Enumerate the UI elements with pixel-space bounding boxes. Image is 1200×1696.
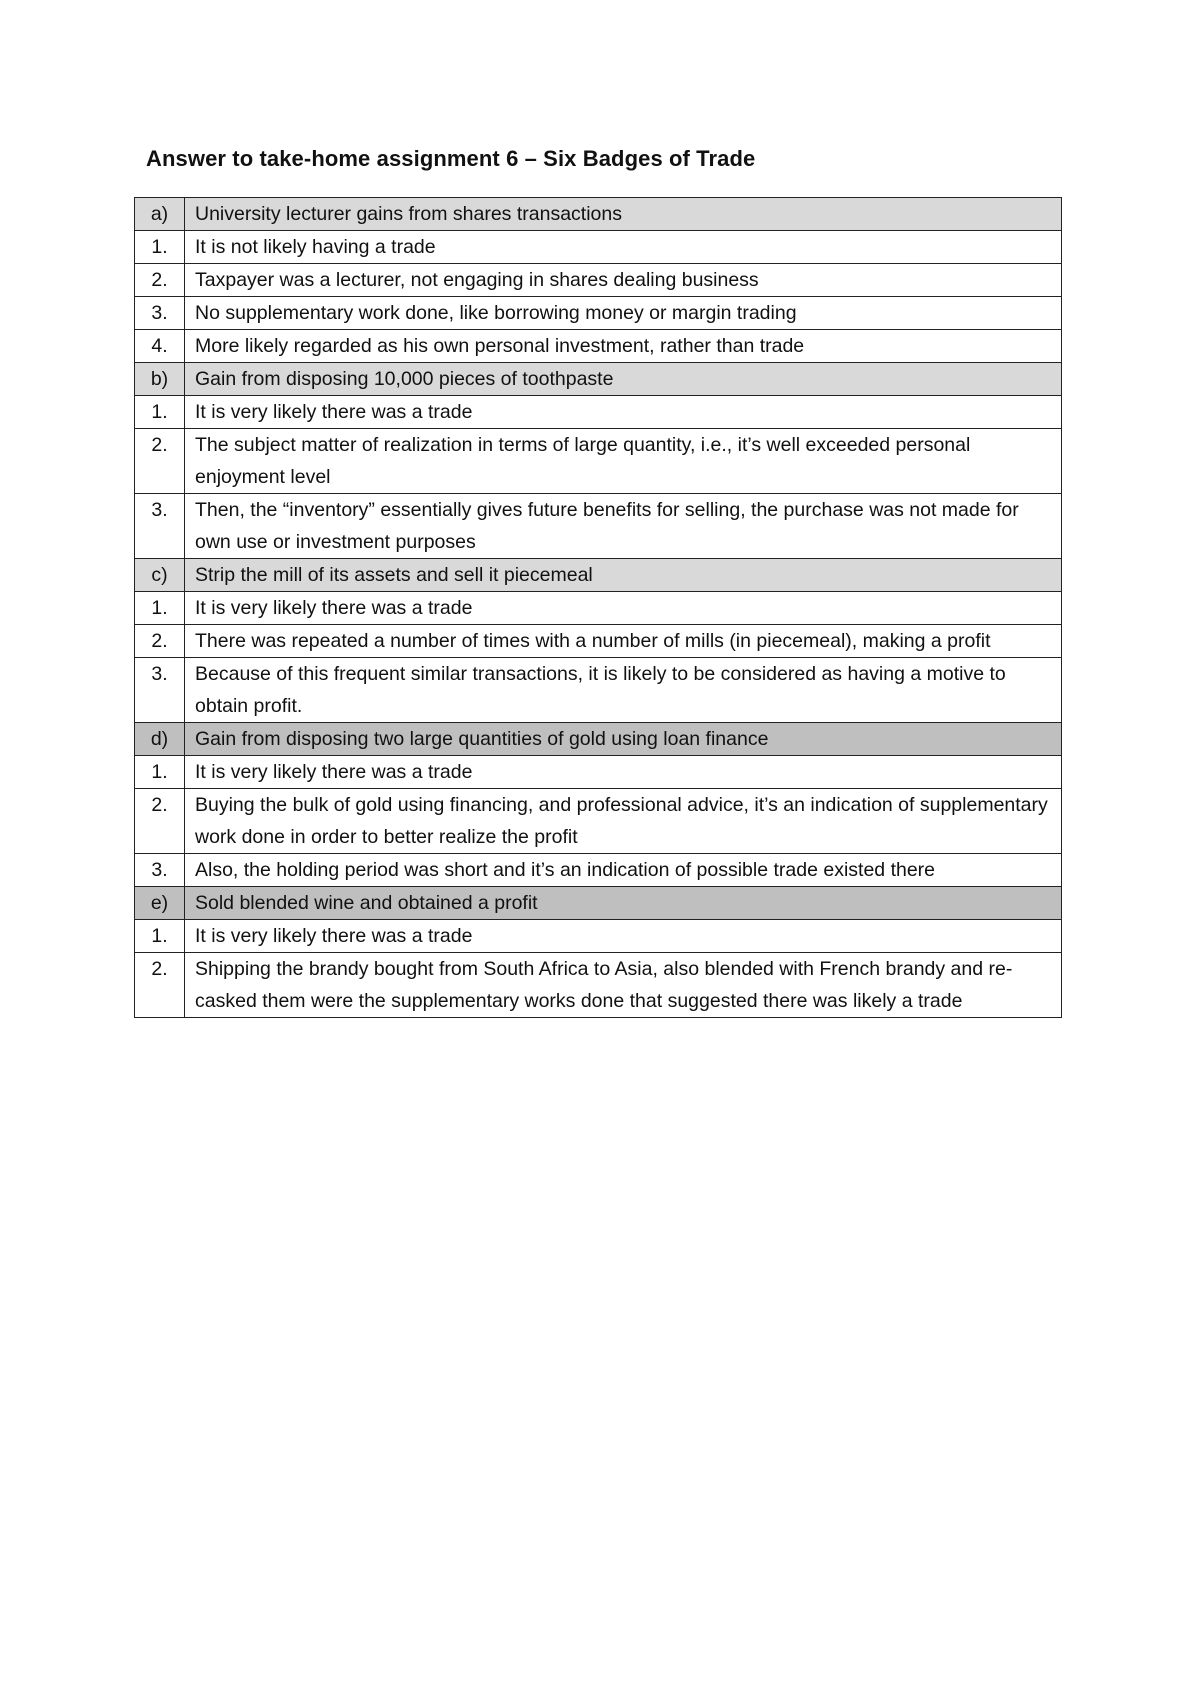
table-row xyxy=(135,658,1062,723)
item-number: 3. xyxy=(135,494,185,559)
section-label: e) xyxy=(135,887,185,920)
section-label: a) xyxy=(135,198,185,231)
item-number: 2. xyxy=(135,429,185,494)
item-text: It is very likely there was a trade xyxy=(185,592,1062,625)
section-heading: Strip the mill of its assets and sell it piecemeal xyxy=(185,559,1062,592)
table-row xyxy=(135,429,1062,494)
section-row xyxy=(135,559,1062,592)
answer-rows xyxy=(135,198,1062,1018)
section-label: c) xyxy=(135,559,185,592)
item-text: The subject matter of realization in terms of large quantity, i.e., it’s well exceeded personal enjoyment level xyxy=(185,429,1062,494)
item-number: 3. xyxy=(135,854,185,887)
item-text: It is very likely there was a trade xyxy=(185,920,1062,953)
item-text: Buying the bulk of gold using financing, and professional advice, it’s an indication of supplementary work done in order to better realize the profit xyxy=(185,789,1062,854)
item-number: 1. xyxy=(135,920,185,953)
item-number: 2. xyxy=(135,953,185,1018)
item-text: It is very likely there was a trade xyxy=(185,756,1062,789)
item-number: 2. xyxy=(135,264,185,297)
table-row xyxy=(135,264,1062,297)
item-text: No supplementary work done, like borrowing money or margin trading xyxy=(185,297,1062,330)
item-number: 2. xyxy=(135,789,185,854)
item-number: 1. xyxy=(135,231,185,264)
item-text: Also, the holding period was short and it’s an indication of possible trade existed there xyxy=(185,854,1062,887)
item-text: Taxpayer was a lecturer, not engaging in shares dealing business xyxy=(185,264,1062,297)
item-text: It is not likely having a trade xyxy=(185,231,1062,264)
item-number: 3. xyxy=(135,297,185,330)
table-row xyxy=(135,953,1062,1018)
item-number: 1. xyxy=(135,592,185,625)
item-number: 1. xyxy=(135,396,185,429)
table-row xyxy=(135,494,1062,559)
section-heading: Sold blended wine and obtained a profit xyxy=(185,887,1062,920)
section-heading: Gain from disposing 10,000 pieces of toothpaste xyxy=(185,363,1062,396)
item-number: 2. xyxy=(135,625,185,658)
table-row xyxy=(135,854,1062,887)
item-number: 4. xyxy=(135,330,185,363)
section-row xyxy=(135,723,1062,756)
table-row xyxy=(135,592,1062,625)
section-row xyxy=(135,198,1062,231)
table-row xyxy=(135,789,1062,854)
item-text: There was repeated a number of times with a number of mills (in piecemeal), making a profit xyxy=(185,625,1062,658)
table-row xyxy=(135,231,1062,264)
section-heading: University lecturer gains from shares transactions xyxy=(185,198,1062,231)
section-row xyxy=(135,363,1062,396)
section-label: b) xyxy=(135,363,185,396)
table-row xyxy=(135,625,1062,658)
section-label: d) xyxy=(135,723,185,756)
item-text: Shipping the brandy bought from South Africa to Asia, also blended with French brandy and re-casked them were the supplementary works done that suggested there was likely a trade xyxy=(185,953,1062,1018)
table-row xyxy=(135,297,1062,330)
section-row xyxy=(135,887,1062,920)
item-text: More likely regarded as his own personal investment, rather than trade xyxy=(185,330,1062,363)
table-row xyxy=(135,756,1062,789)
item-text: Then, the “inventory” essentially gives future benefits for selling, the purchase was not made for own use or investment purposes xyxy=(185,494,1062,559)
item-number: 1. xyxy=(135,756,185,789)
table-row xyxy=(135,920,1062,953)
item-text: Because of this frequent similar transactions, it is likely to be considered as having a motive to obtain profit. xyxy=(185,658,1062,723)
page-title: Answer to take-home assignment 6 – Six Badges of Trade xyxy=(146,146,756,171)
item-number: 3. xyxy=(135,658,185,723)
answer-table xyxy=(134,197,1062,1018)
item-text: It is very likely there was a trade xyxy=(185,396,1062,429)
table-row xyxy=(135,330,1062,363)
section-heading: Gain from disposing two large quantities of gold using loan finance xyxy=(185,723,1062,756)
table-row xyxy=(135,396,1062,429)
